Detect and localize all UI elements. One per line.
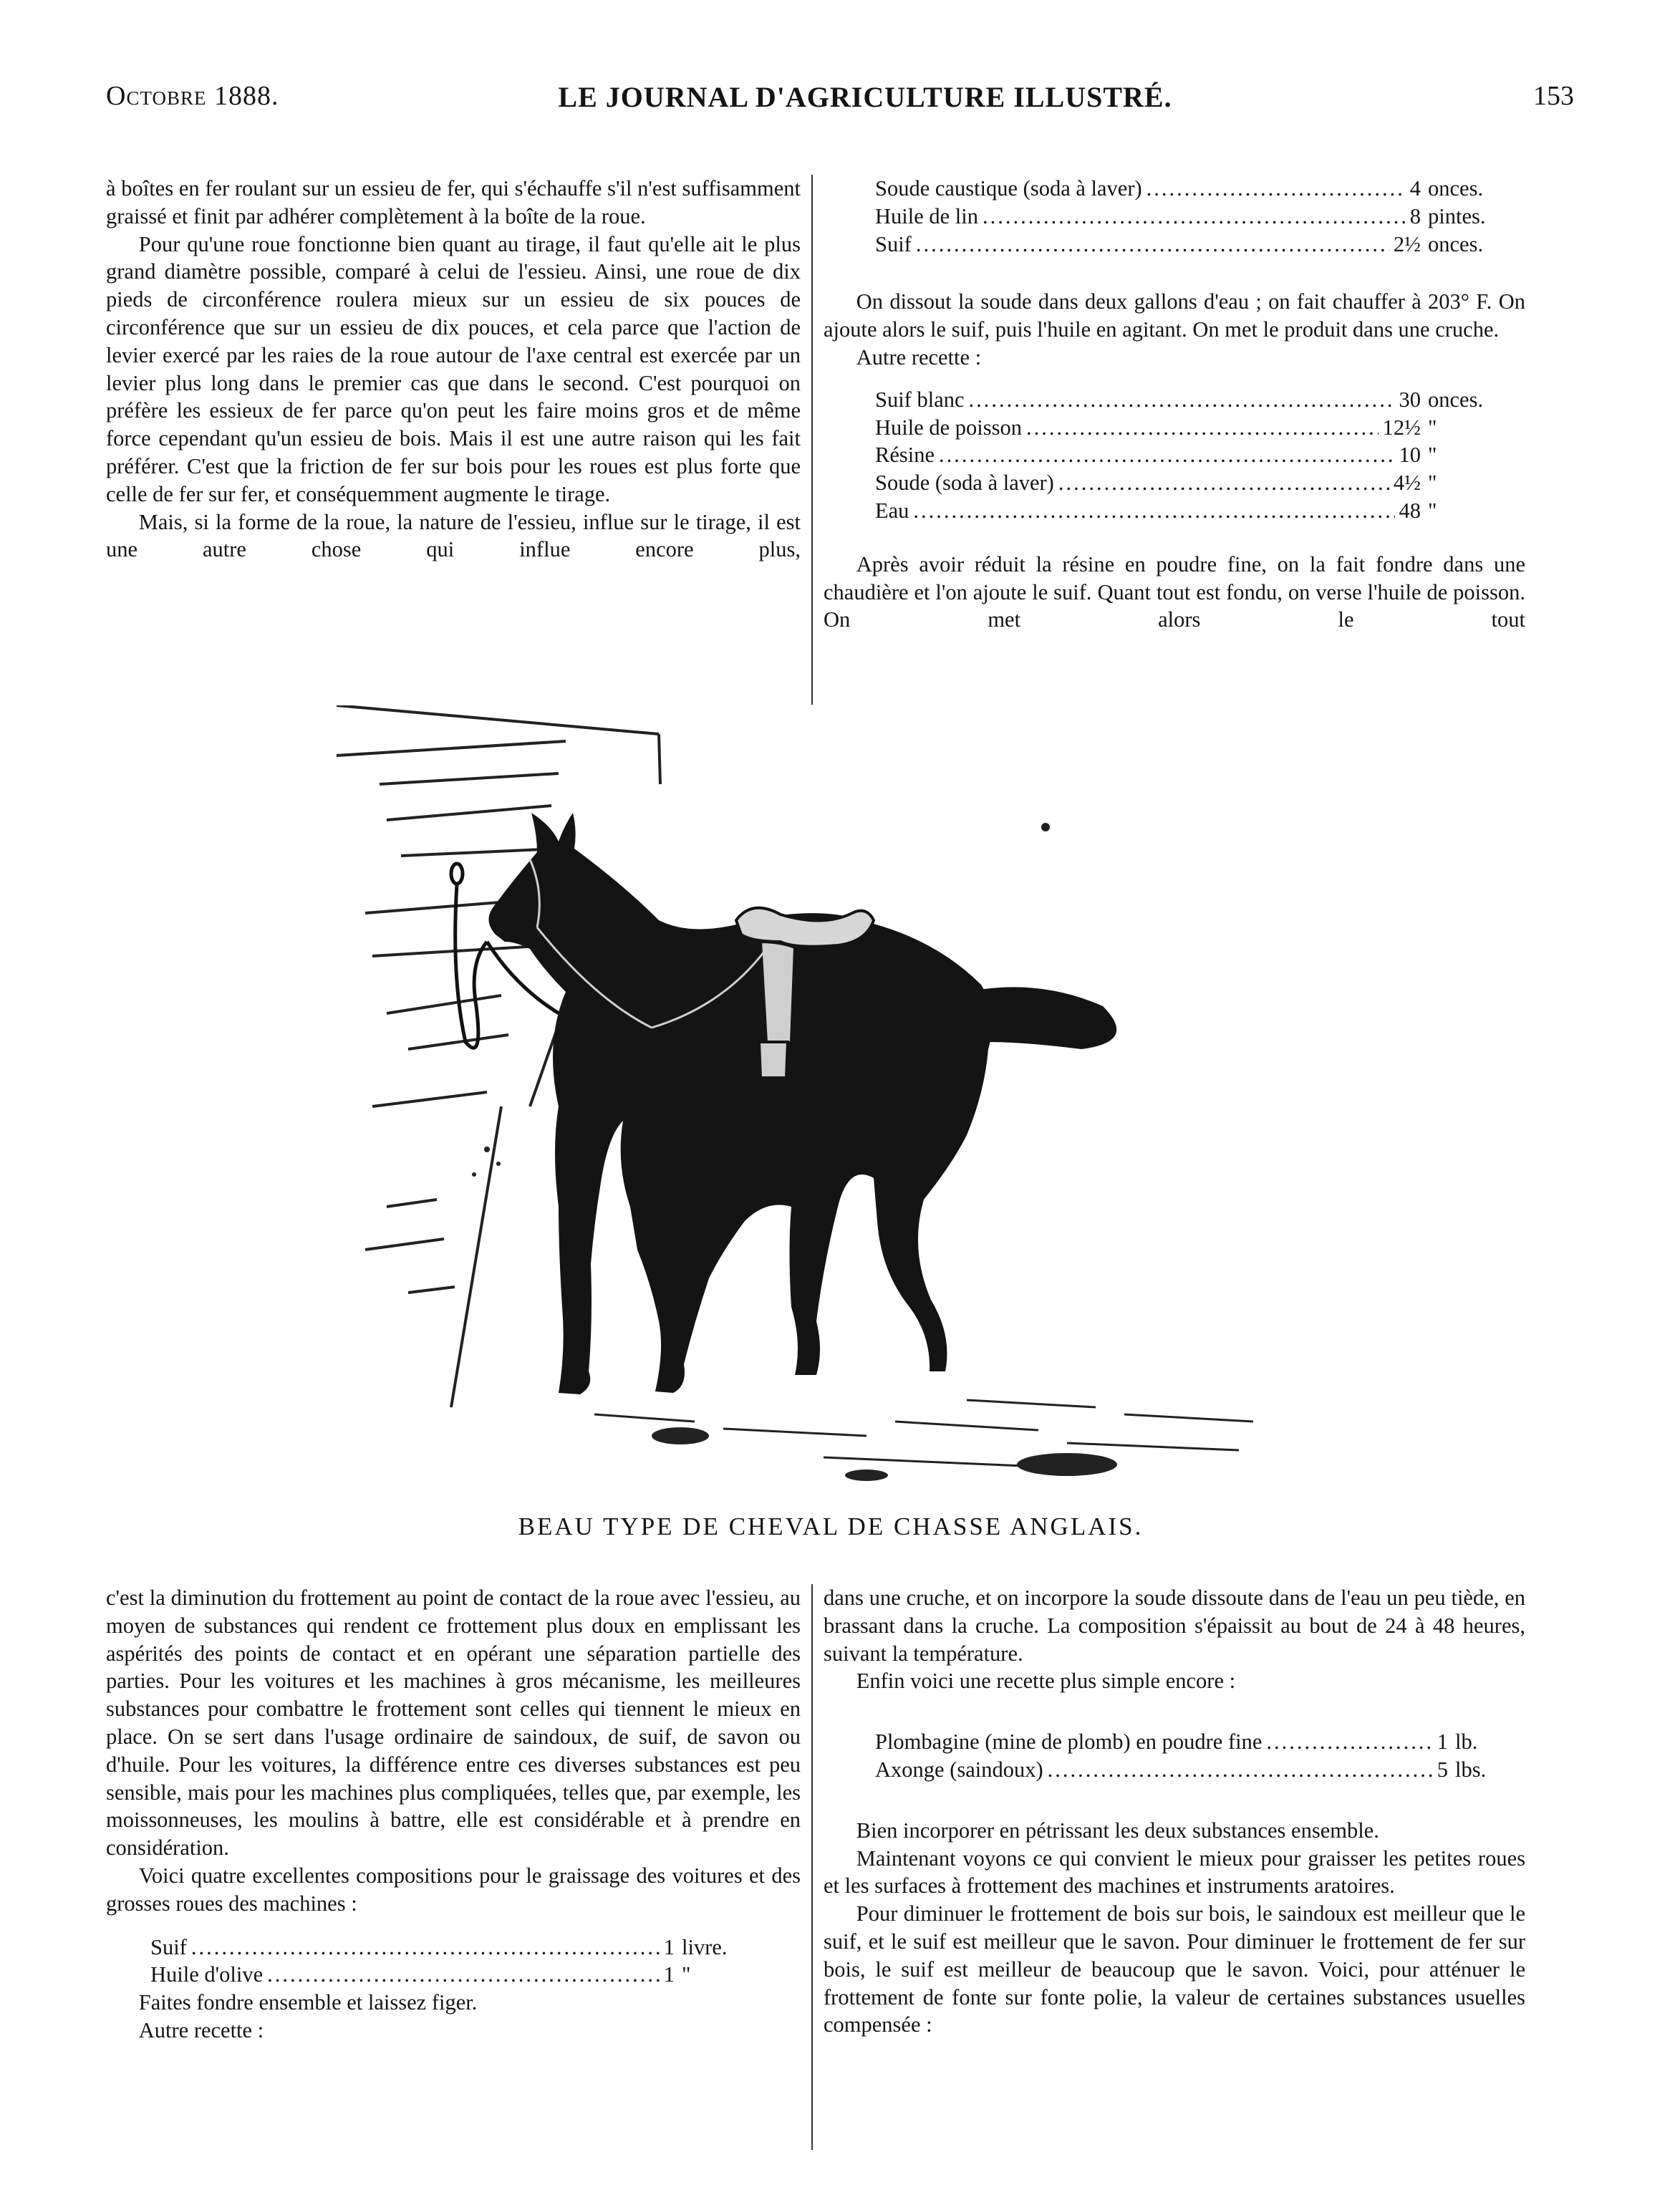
column-divider-bottom: [811, 1584, 813, 2150]
paragraph: c'est la diminution du frottement au point de contact de la roue avec l'essieu, au moyen de substances qui rendent ce frottement plus doux en emplissant les aspérités des points de contact et en opérant une séparation partielle des parties. Pour les voitures et les machines à gros mécanisme, les meilleures substances pour combattre le frottement sont celles qui tiennent le mieux en place. On se sert dans l'usage ordinaire de saindoux, de suif, de savon ou d'huile. Pour les voitures, la différence entre ces diverses substances est peu sensible, mais pour les machines plus compliquées, telles que, par exemple, les moissonneuses, les moulins à battre, elle est considérable et à prendre en considération.: [106, 1586, 801, 1861]
recipe-caustic-soda: [875, 175, 1512, 258]
recipe-line: Eau ..... 48 ": [875, 497, 1512, 525]
recipe-line: Huile d'olive ..... 1 ": [150, 1961, 766, 1989]
journal-title: LE JOURNAL D'AGRICULTURE ILLUSTRÉ.: [558, 81, 1172, 113]
recipe-line: Soude caustique (soda à laver) ..... 4 onces.: [875, 175, 1512, 203]
page-number: 153: [1533, 81, 1574, 111]
top-right-column: [824, 175, 1525, 634]
recipe-line: Suif ..... 2½ onces.: [875, 231, 1512, 259]
paragraph: Pour qu'une roue fonctionne bien quant au tirage, il faut qu'elle ait le plus grand diamètre possible, comparé à celui de l'essieu. Ainsi, une roue de dix pieds de circonférence roulera mieux sur un essieu de six pouces de circonférence que sur un essieu de dix pouces, et cela parce que l'action de levier exercé par les raies de la roue autour de l'axe central est exercée par un levier plus long dans le premier cas que dans le second. C'est pourquoi on préfère les essieux de fer parce qu'on peut les faire moins gros et de même force cependant qu'un essieu de bois. Mais il est une autre raison qui les fait préférer. C'est que la friction de fer sur bois pour les roues est plus forte que celle de fer sur fer, et conséquemment augmente le tirage.: [106, 231, 801, 506]
recipe-white-tallow: [875, 386, 1512, 525]
recipe-line: Résine ..... 10 ": [875, 441, 1512, 469]
horse-illustration: [322, 705, 1339, 1507]
recipe-line: Axonge (saindoux) ..... 5 lbs.: [875, 1756, 1505, 1784]
recipe-line: Suif blanc ..... 30 onces.: [875, 386, 1512, 414]
paragraph: Maintenant voyons ce qui convient le mieux pour graisser les petites roues et les surfaces à frottement des machines et instruments aratoires.: [824, 1845, 1525, 1898]
paragraph: à boîtes en fer roulant sur un essieu de fer, qui s'échauffe s'il n'est suffisamment graissé et finit par adhérer complètement à la boîte de la roue.: [106, 176, 801, 228]
paragraph: Après avoir réduit la résine en poudre fine, on la fait fondre dans une chaudière et l'on ajoute le suif. Quant tout est fondu, on verse l'huile de poisson. On met alors le tout: [824, 551, 1525, 632]
recipe-line: Huile de poisson ..... 12½ ": [875, 414, 1512, 442]
figure-caption: BEAU TYPE DE CHEVAL DE CHASSE ANGLAIS.: [518, 1512, 1144, 1540]
recipe-line: Huile de lin ..... 8 pintes.: [875, 203, 1512, 231]
recipe-line: Suif ..... 1 livre.: [150, 1934, 766, 1962]
paragraph: Bien incorporer en pétrissant les deux substances ensemble.: [856, 1818, 1379, 1843]
running-header: [106, 80, 1574, 123]
paragraph: Enfin voici une recette plus simple encore :: [856, 1669, 1236, 1694]
top-left-column: [106, 175, 801, 564]
recipe-olive-oil: [150, 1934, 766, 1989]
paragraph: Faites fondre ensemble et laissez figer.: [138, 1990, 478, 2015]
paragraph: On dissout la soude dans deux gallons d'eau ; on fait chauffer à 203° F. On ajoute alors le suif, puis l'huile en agitant. On met le produit dans une cruche.: [824, 289, 1525, 342]
paragraph: Voici quatre excellentes compositions pour le graissage des voitures et des grosses roues des machines :: [106, 1863, 801, 1916]
paragraph: Autre recette :: [138, 2017, 264, 2042]
recipe-line: Plombagine (mine de plomb) en poudre fine ..... 1 lb.: [875, 1728, 1505, 1756]
horse-engraving-icon: [322, 705, 1339, 1507]
issue-date: Octobre 1888.: [106, 81, 279, 111]
recipe-line: Soude (soda à laver) ..... 4½ ": [875, 469, 1512, 497]
bottom-left-column: [106, 1584, 801, 2045]
bottom-right-column: [824, 1584, 1525, 2039]
paragraph: Mais, si la forme de la roue, la nature de l'essieu, influe sur le tirage, il est une autre chose qui influe encore plus,: [106, 509, 801, 562]
paragraph: Autre recette :: [856, 344, 982, 370]
paragraph: dans une cruche, et on incorpore la soude dissoute dans de l'eau un peu tiède, en brassant dans la cruche. La composition s'épaissit au bout de 24 à 48 heures, suivant la température.: [824, 1586, 1525, 1666]
paragraph: Pour diminuer le frottement de bois sur bois, le saindoux est meilleur que le suif, et le suif est meilleur que le savon. Pour diminuer le frottement de fer sur bois, le suif est meilleur de beaucoup que le savon. Voici, pour atténuer le frottement de fonte sur fonte polie, la valeur de certaines substances usuelles compensée :: [824, 1901, 1525, 2037]
recipe-plumbago: [875, 1728, 1505, 1784]
column-divider-top: [811, 175, 813, 705]
